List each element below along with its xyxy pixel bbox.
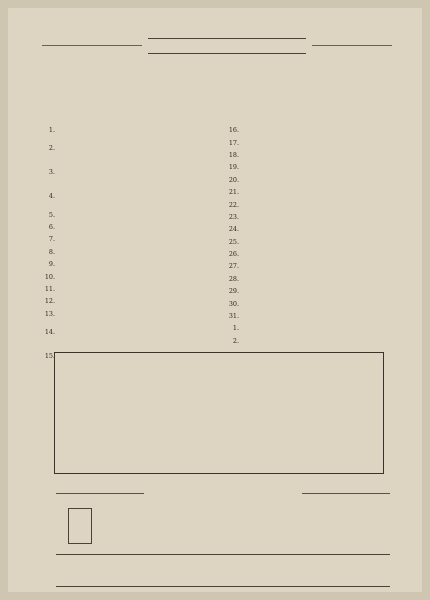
piece-row bbox=[226, 174, 398, 186]
piece-row bbox=[226, 335, 398, 347]
piece-row bbox=[42, 208, 220, 220]
piece-row bbox=[42, 320, 220, 344]
piece-row bbox=[226, 149, 398, 161]
piece-row bbox=[226, 297, 398, 309]
piece-row bbox=[42, 270, 220, 282]
piece-row bbox=[42, 160, 220, 184]
piece-number: 25. bbox=[228, 237, 239, 246]
piece-number: 19. bbox=[228, 163, 239, 172]
piece-row bbox=[226, 211, 398, 223]
piece-row bbox=[42, 283, 220, 295]
piece-number: 1. bbox=[232, 324, 239, 333]
piece-number: 2. bbox=[232, 336, 239, 345]
title-rule-right bbox=[312, 45, 392, 46]
piece-number: 7. bbox=[48, 235, 55, 244]
piece-number: 4. bbox=[48, 192, 55, 201]
piece-number: 16. bbox=[228, 126, 239, 135]
piece-row bbox=[226, 186, 398, 198]
stamp-box bbox=[68, 508, 92, 544]
piece-number: 23. bbox=[228, 212, 239, 221]
title-rule-left bbox=[42, 45, 142, 46]
piece-number: 29. bbox=[228, 287, 239, 296]
piece-row bbox=[226, 161, 398, 173]
piece-number: 27. bbox=[228, 262, 239, 271]
piece-row bbox=[42, 308, 220, 320]
piece-row bbox=[42, 184, 220, 208]
piece-row bbox=[42, 124, 220, 136]
piece-number: 10. bbox=[44, 272, 55, 281]
piece-number: 22. bbox=[228, 200, 239, 209]
piece-number: 12. bbox=[44, 297, 55, 306]
piece-row bbox=[226, 310, 398, 322]
piece-number: 2. bbox=[48, 144, 55, 153]
piece-row bbox=[226, 322, 398, 334]
piece-number: 26. bbox=[228, 250, 239, 259]
piece-row bbox=[42, 246, 220, 258]
piece-number: 11. bbox=[44, 284, 55, 293]
piece-number: 8. bbox=[48, 247, 55, 256]
page-title bbox=[148, 38, 306, 54]
piece-row bbox=[226, 273, 398, 285]
notice-box bbox=[54, 352, 384, 474]
price-rule-right bbox=[302, 493, 390, 494]
piece-number: 17. bbox=[228, 138, 239, 147]
piece-row bbox=[226, 260, 398, 272]
piece-list-right bbox=[226, 124, 398, 347]
intro-paragraph bbox=[42, 63, 392, 115]
piece-number: 13. bbox=[44, 309, 55, 318]
catalogue-page bbox=[8, 8, 422, 592]
colophon-rule-bottom bbox=[56, 586, 390, 587]
piece-number: 30. bbox=[228, 299, 239, 308]
piece-number: 28. bbox=[228, 274, 239, 283]
piece-number: 5. bbox=[48, 210, 55, 219]
piece-row bbox=[42, 136, 220, 160]
piece-row bbox=[226, 136, 398, 148]
piece-row bbox=[226, 236, 398, 248]
piece-row bbox=[42, 233, 220, 245]
piece-number: 1. bbox=[48, 126, 55, 135]
piece-number: 20. bbox=[228, 175, 239, 184]
piece-number: 3. bbox=[48, 168, 55, 177]
publisher-block bbox=[92, 562, 392, 586]
piece-row bbox=[226, 248, 398, 260]
piece-row bbox=[226, 285, 398, 297]
notice-body bbox=[65, 376, 373, 467]
piece-row bbox=[42, 258, 220, 270]
piece-row bbox=[226, 198, 398, 210]
colophon-rule-top bbox=[56, 554, 390, 555]
piece-number: 31. bbox=[228, 312, 239, 321]
piece-row bbox=[42, 295, 220, 307]
price-rule-left bbox=[56, 493, 144, 494]
piece-number: 21. bbox=[228, 188, 239, 197]
piece-number: 9. bbox=[48, 260, 55, 269]
piece-number: 6. bbox=[48, 222, 55, 231]
piece-row bbox=[42, 221, 220, 233]
piece-row bbox=[226, 124, 398, 136]
piece-number: 14. bbox=[44, 327, 55, 336]
piece-number: 24. bbox=[228, 225, 239, 234]
piece-number: 18. bbox=[228, 150, 239, 159]
piece-number: 15. bbox=[44, 351, 55, 360]
piece-list-left bbox=[42, 124, 220, 368]
piece-row bbox=[226, 223, 398, 235]
